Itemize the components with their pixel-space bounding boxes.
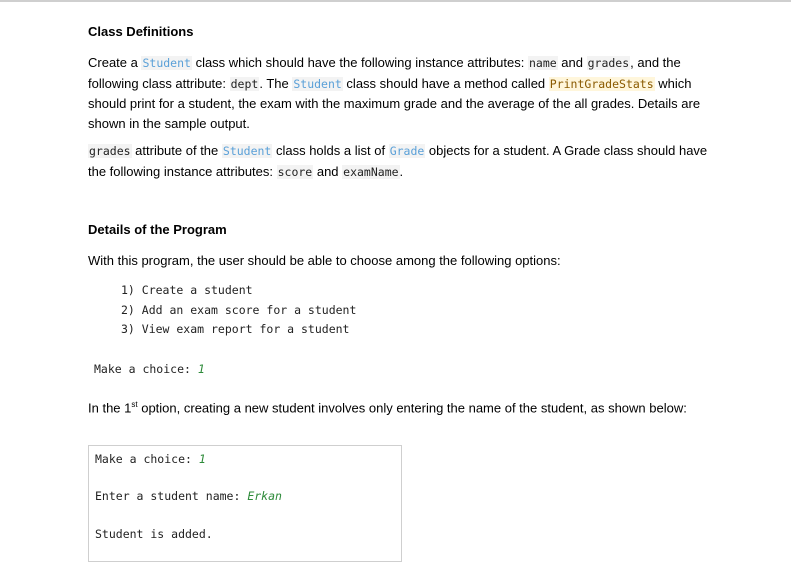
code-student: Student [142, 56, 191, 70]
code-grades: grades [587, 56, 630, 70]
sample-choice-line: Make a choice: 1 [95, 452, 206, 466]
options-menu [121, 281, 356, 340]
program-details-intro: With this program, the user should be able to choose among the following options: [88, 253, 561, 268]
program-details-heading: Details of the Program [88, 222, 227, 237]
code-dept: dept [230, 76, 259, 91]
menu-option-create-student: 1) Create a student [121, 283, 253, 297]
code-student: Student [222, 144, 272, 158]
menu-option-add-exam-score: 2) Add an exam score for a student [121, 302, 357, 317]
sample-result-line: Student is added. [95, 527, 213, 541]
choice-prompt-line [94, 362, 205, 376]
code-grades: grades [89, 144, 131, 158]
page-top-border [0, 0, 791, 2]
code-name: name [528, 56, 557, 70]
code-examname: examName [343, 164, 399, 179]
choice-prompt: Make a choice: [94, 362, 198, 376]
code-grade: Grade [389, 144, 425, 158]
sample-output-box [88, 445, 402, 562]
class-definitions-paragraph-2: grades attribute of the Student class holds a list of Grade objects for a student. A Grade class should have the following instance attributes: score and examName. [88, 143, 708, 179]
code-printgradestats: PrintGradeStats [549, 76, 654, 91]
menu-option-view-report: 3) View exam report for a student [121, 322, 350, 336]
choice-value: 1 [197, 362, 205, 376]
code-score: score [277, 164, 313, 179]
first-option-paragraph: In the 1st option, creating a new student involves only entering the name of the student, as shown below: [88, 400, 687, 416]
code-student: Student [293, 76, 342, 91]
class-definitions-paragraph-1: Create a Student class which should have the following instance attributes: name and grades, and the following class attribute: dept. The Student class should have a method called PrintGradeStats which should print for a student, the exam with the maximum grade and the average of the all grades. Details are shown in the sample output. [88, 55, 701, 131]
sample-name-line: Enter a student name: Erkan [95, 489, 282, 503]
class-definitions-heading: Class Definitions [88, 24, 194, 39]
